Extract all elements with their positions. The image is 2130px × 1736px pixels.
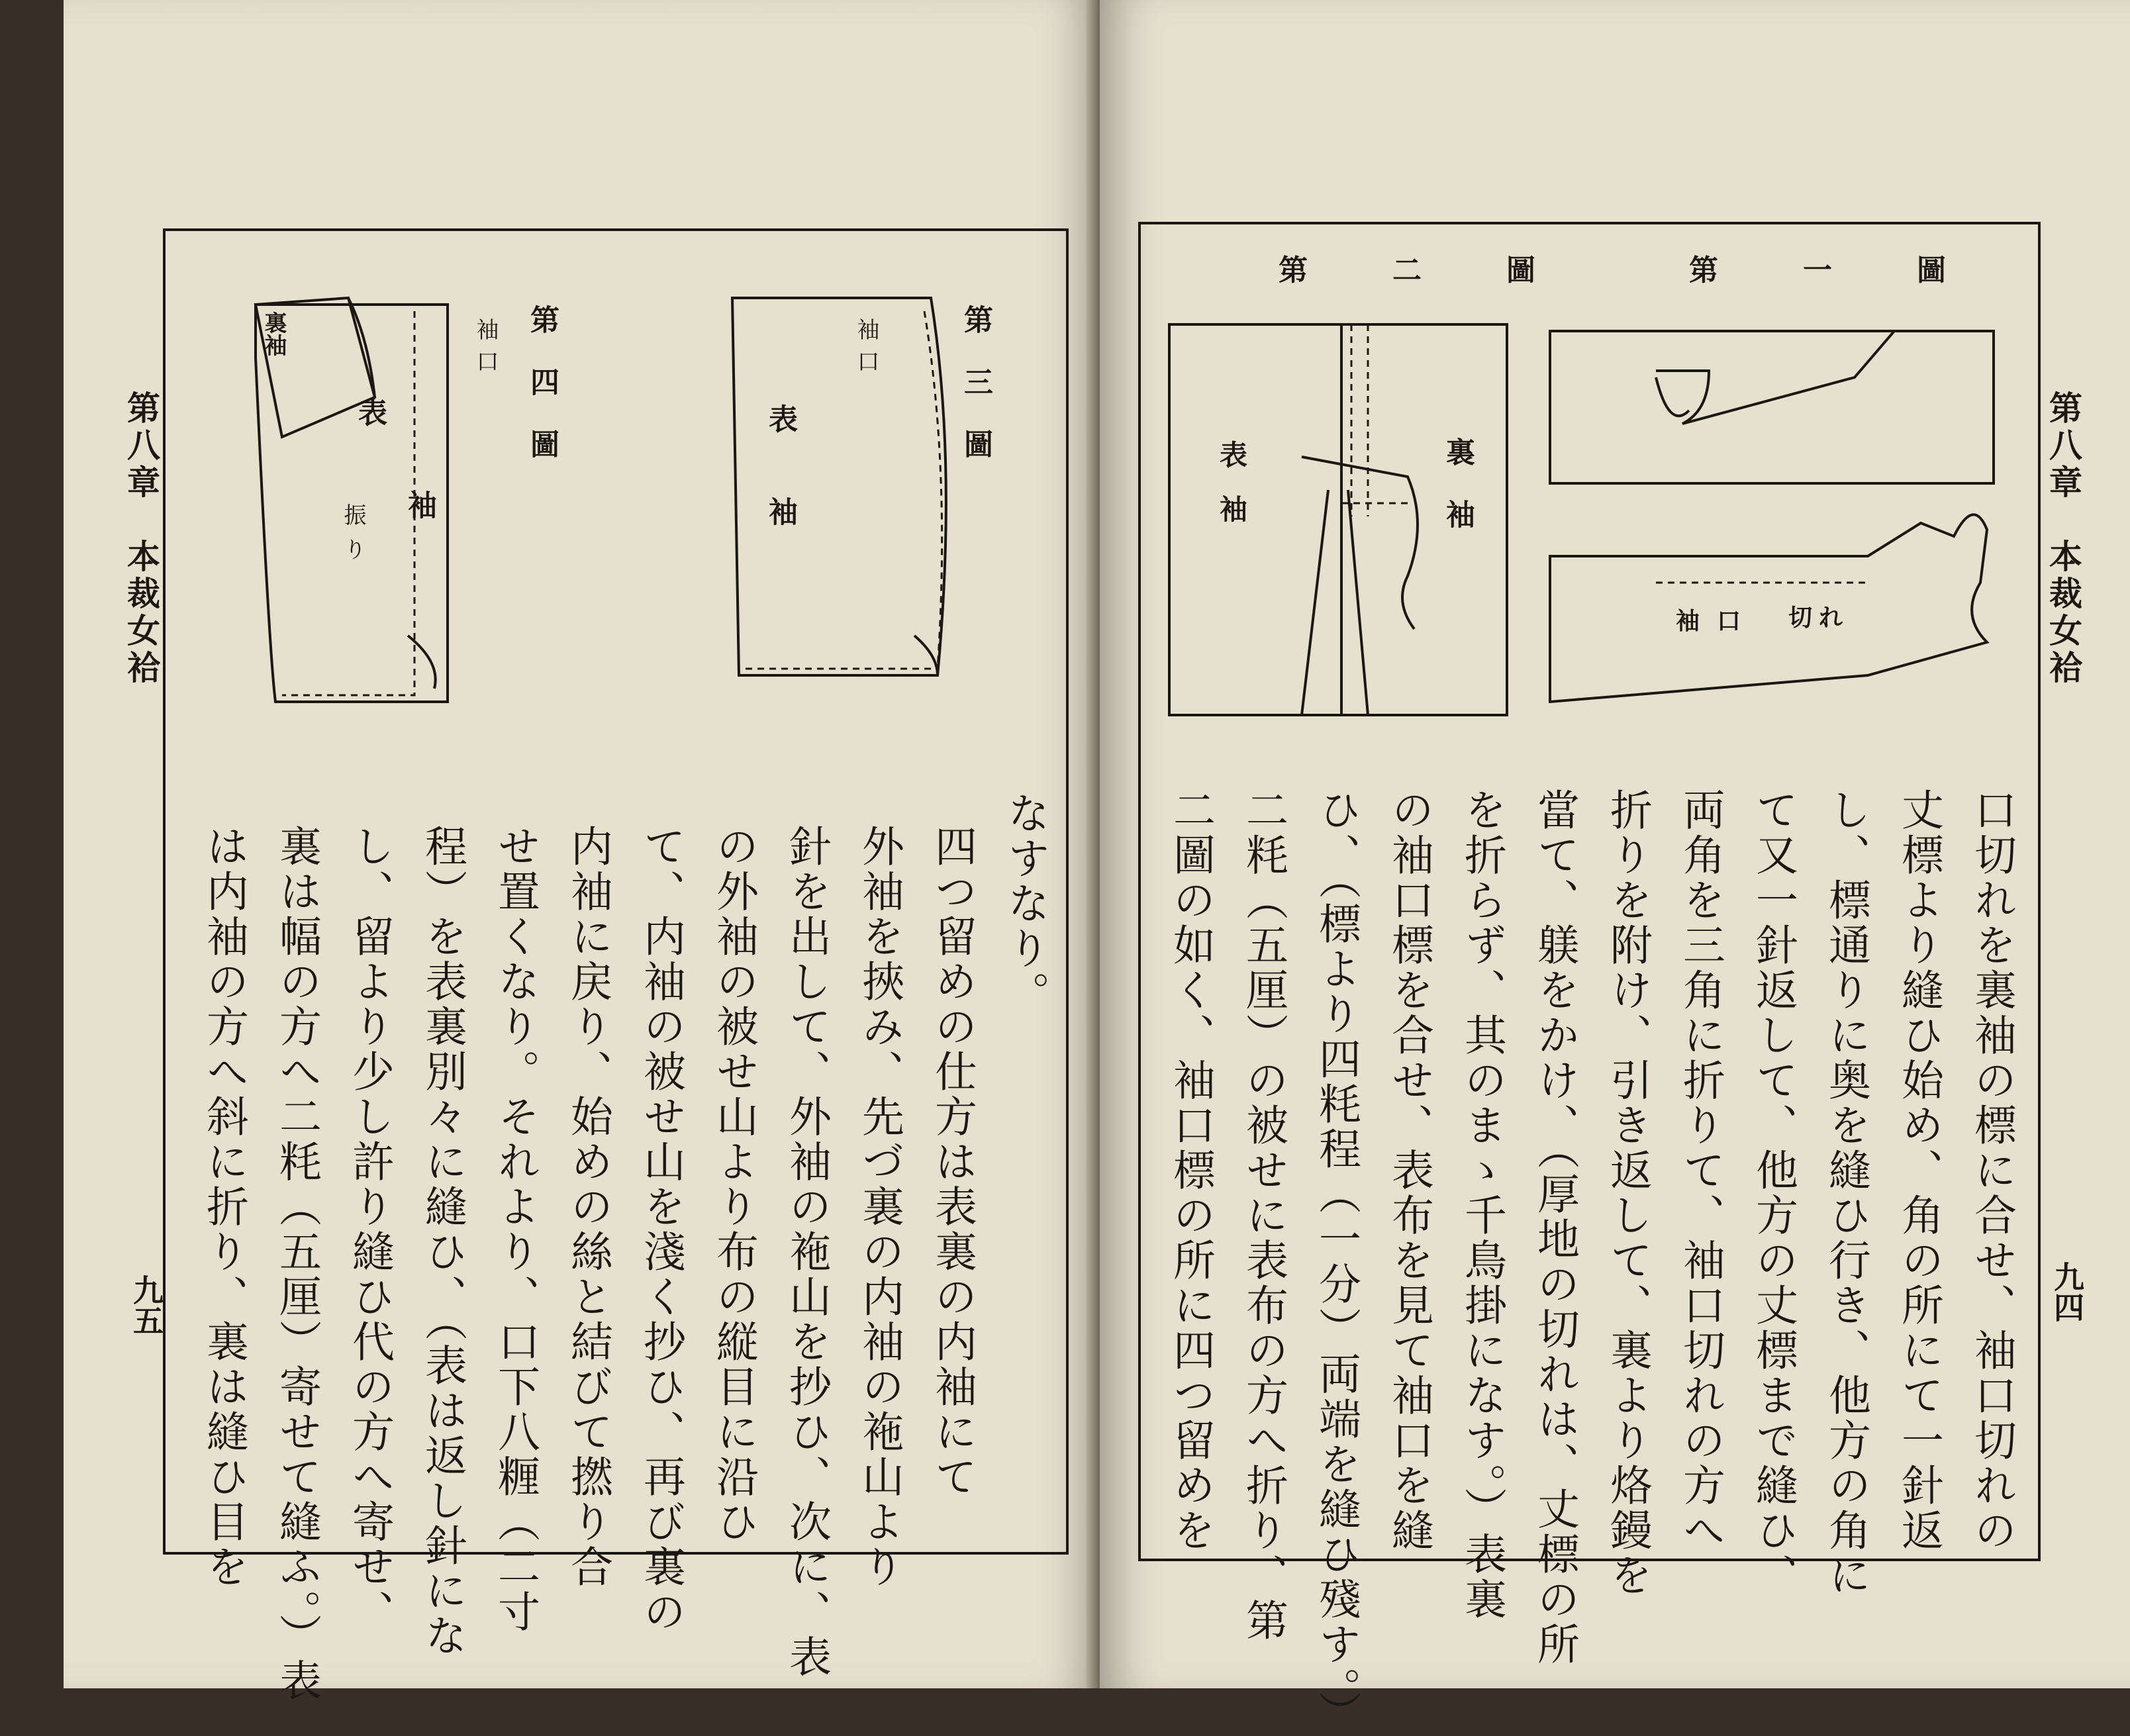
left-column-3: 外袖を挾み、先づ裏の内袖の袘山より (855, 824, 904, 1590)
figure-1-label-sodeguchi: 袖口 (1676, 607, 1759, 635)
left-running-header: 第八章 本裁女袷 (122, 391, 161, 687)
figure-3-label-sodeguchi: 袖口 (853, 318, 879, 381)
right-column-12: 二圖の如く、袖口標の所に四つ留めを (1166, 788, 1215, 1553)
left-column-9: 程）を表裏別々に縫ひ、（表は返し針にな (418, 824, 467, 1659)
right-running-header: 第八章 本裁女袷 (2044, 391, 2083, 687)
figure-1-title: 第一圖 (1689, 254, 2031, 287)
right-column-8: を折らず、其のまゝ千鳥掛になす。）表裏 (1457, 788, 1506, 1622)
right-page (1100, 0, 2130, 1736)
right-column-3: し、標通りに奥を縫ひ行き、他方の角に (1821, 788, 1870, 1598)
left-column-8: せ置くなり。それより、口下八糎（二寸 (491, 824, 540, 1635)
right-column-2: 丈標より縫ひ始め、角の所にて一針返 (1894, 788, 1943, 1553)
left-column-11: 裏は幅の方へ二粍（五厘）寄せて縫ふ。）表 (272, 824, 321, 1704)
right-column-4: て又一針返して、他方の丈標まで縫ひ、 (1749, 788, 1798, 1598)
figure-4-label-sodeguchi: 袖口 (472, 318, 499, 381)
figure-4-label-omote: 表 (353, 397, 387, 426)
left-column-1: なすなり。 (1000, 791, 1049, 1016)
right-column-7: 當て、躾をかけ、（厚地の切れは、丈標の所 (1530, 788, 1579, 1667)
right-column-10: ひ、（標より四粍程（一分）両端を縫ひ殘す。） (1312, 788, 1361, 1736)
right-column-11: 二粍（五厘）の被せに表布の方へ折り、第 (1239, 788, 1288, 1643)
figure-3-drawing (653, 298, 957, 708)
left-column-12: は内袖の方へ斜に折り、裏は縫ひ目を (199, 824, 248, 1590)
right-page-number: 九四 (2049, 1261, 2085, 1322)
figure-1-drawing (1550, 331, 2000, 715)
figure-2-title: 第二圖 (1279, 254, 1620, 287)
figure-3-label-omote: 表 (763, 404, 797, 433)
figure-4-label-urasode: 裏袖 (260, 311, 287, 356)
figure-4-title: 第四圖 (525, 305, 559, 491)
left-page (64, 0, 1100, 1704)
figure-1-label-kire: 切れ (1788, 604, 1850, 632)
figure-3-title: 第三圖 (959, 305, 992, 491)
figure-3-label-sode: 袖 (763, 497, 797, 526)
right-column-6: 折りを附け、引き返して、裏より烙鏝を (1603, 788, 1652, 1598)
right-column-5: 両角を三角に折りて、袖口切れの方へ (1676, 788, 1725, 1553)
figure-2-label-omotesode: 表袖 (1216, 440, 1248, 549)
left-column-4: 針を出して、外袖の袘山を抄ひ、次に、表 (782, 824, 831, 1680)
left-column-5: の外袖の被せ山より布の縦目に沿ひ (709, 824, 758, 1545)
right-column-1: 口切れを裏袖の標に合せ、袖口切れの (1967, 788, 2016, 1553)
right-column-9: の袖口標を合せ、表布を見て袖口を縫 (1384, 788, 1433, 1553)
left-page-number: 九五 (128, 1275, 164, 1335)
left-column-10: し、留より少し許り縫ひ代の方へ寄せ、 (345, 824, 394, 1635)
left-column-2: 四つ留めの仕方は表裏の内袖にて (928, 824, 977, 1500)
figure-4-label-furi: 振り (340, 503, 366, 572)
left-column-7: 内袖に戻り、始めの絲と結びて撚り合 (563, 824, 612, 1590)
figure-4-label-sode: 袖 (403, 490, 436, 519)
left-column-6: て、内袖の被せ山を淺く抄ひ、再び裏の (636, 824, 685, 1635)
figure-2-label-urasode: 裏袖 (1441, 437, 1475, 561)
